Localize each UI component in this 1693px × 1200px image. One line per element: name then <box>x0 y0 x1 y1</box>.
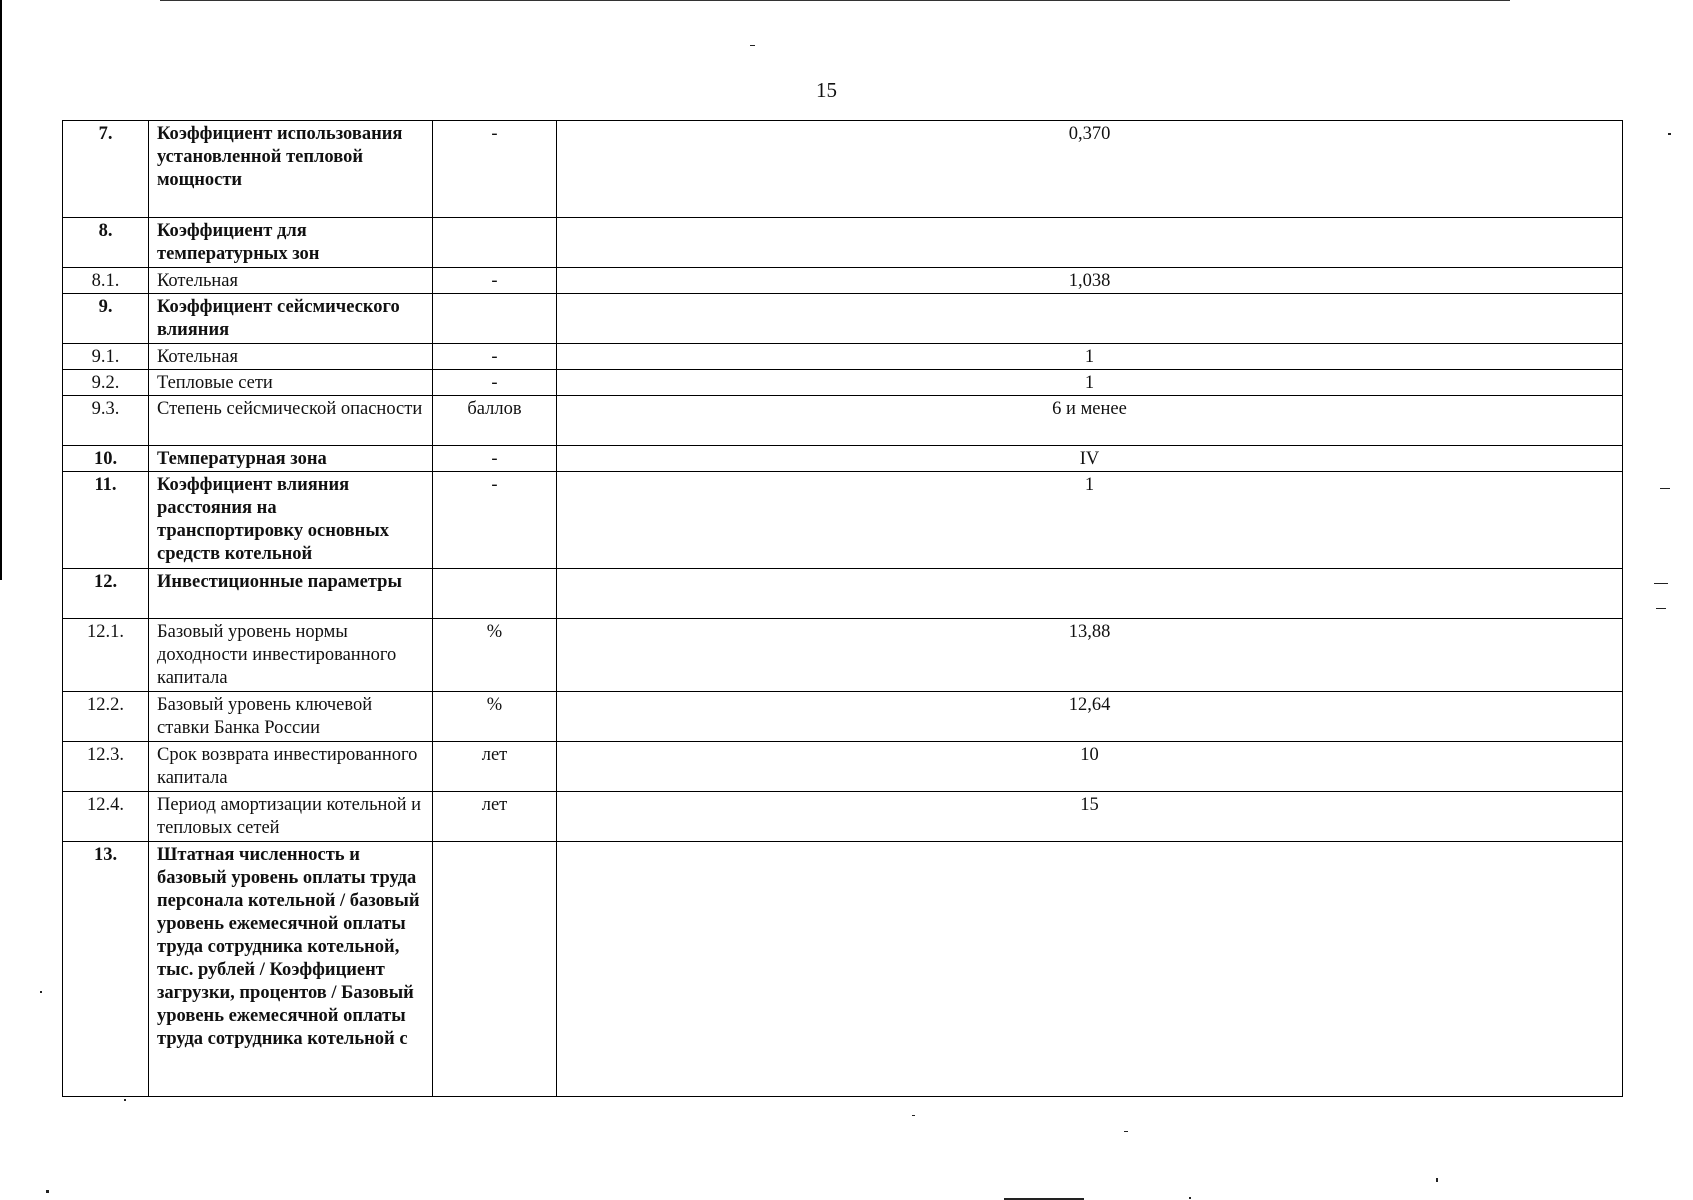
value-cell: 12,64 <box>557 692 1623 742</box>
table-row <box>63 121 1623 218</box>
row-number-cell: 7. <box>63 121 149 218</box>
unit-cell: - <box>433 370 557 396</box>
parameter-name-cell: Котельная <box>149 344 433 370</box>
scan-speck <box>1668 133 1671 135</box>
parameter-name-cell: Котельная <box>149 268 433 294</box>
table-row <box>63 268 1623 294</box>
scan-speck <box>1660 488 1670 489</box>
value-cell <box>557 569 1623 619</box>
table-row <box>63 742 1623 792</box>
parameter-name-cell: Температурная зона <box>149 446 433 472</box>
value-cell: 13,88 <box>557 619 1623 692</box>
parameter-name-cell: Срок возврата инвестированного капитала <box>149 742 433 792</box>
table-row <box>63 446 1623 472</box>
parameter-name-cell: Тепловые сети <box>149 370 433 396</box>
scan-speck <box>1654 583 1668 584</box>
value-cell: 10 <box>557 742 1623 792</box>
value-cell: 1 <box>557 370 1623 396</box>
row-number-cell: 9.2. <box>63 370 149 396</box>
table-row <box>63 370 1623 396</box>
value-cell <box>557 294 1623 344</box>
scan-speck <box>124 1099 126 1101</box>
row-number-cell: 11. <box>63 472 149 569</box>
row-number-cell: 12.2. <box>63 692 149 742</box>
parameter-name-cell: Коэффициент использования установленной тепловой мощности <box>149 121 433 218</box>
scan-speck <box>40 991 42 993</box>
table-row <box>63 294 1623 344</box>
scan-speck <box>1124 1131 1128 1132</box>
unit-cell: лет <box>433 742 557 792</box>
value-cell: 1,038 <box>557 268 1623 294</box>
unit-cell: баллов <box>433 396 557 446</box>
table-row <box>63 619 1623 692</box>
table-row <box>63 344 1623 370</box>
value-cell: 1 <box>557 472 1623 569</box>
unit-cell: - <box>433 472 557 569</box>
unit-cell: - <box>433 268 557 294</box>
parameter-name-cell: Инвестиционные параметры <box>149 569 433 619</box>
parameters-table-body <box>63 121 1623 1097</box>
scan-speck <box>750 45 755 46</box>
parameter-name-cell: Базовый уровень нормы доходности инвестированного капитала <box>149 619 433 692</box>
table-row <box>63 218 1623 268</box>
value-cell: IV <box>557 446 1623 472</box>
value-cell: 0,370 <box>557 121 1623 218</box>
scan-edge-top <box>160 0 1510 1</box>
scan-speck <box>1436 1178 1438 1182</box>
table-row <box>63 472 1623 569</box>
parameter-name-cell: Штатная численность и базовый уровень оплаты труда персонала котельной / базовый уровень ежемесячной оплаты труда сотрудника котельной, тыс. рублей / Коэффициент загрузки, процентов / Базовый уровень ежемесячной оплаты труда сотрудника котельной с <box>149 842 433 1097</box>
unit-cell: % <box>433 692 557 742</box>
unit-cell <box>433 294 557 344</box>
table-row <box>63 842 1623 1097</box>
table-row <box>63 396 1623 446</box>
scan-speck <box>912 1115 915 1116</box>
row-number-cell: 12. <box>63 569 149 619</box>
table-row <box>63 792 1623 842</box>
page-number: 15 <box>816 78 837 102</box>
parameter-name-cell: Степень сейсмической опасности <box>149 396 433 446</box>
value-cell <box>557 218 1623 268</box>
row-number-cell: 8.1. <box>63 268 149 294</box>
unit-cell <box>433 218 557 268</box>
parameter-name-cell: Коэффициент для температурных зон <box>149 218 433 268</box>
unit-cell: % <box>433 619 557 692</box>
scan-speck <box>1189 1197 1191 1199</box>
row-number-cell: 9.3. <box>63 396 149 446</box>
row-number-cell: 13. <box>63 842 149 1097</box>
table-row <box>63 569 1623 619</box>
row-number-cell: 10. <box>63 446 149 472</box>
unit-cell: - <box>433 121 557 218</box>
parameter-name-cell: Коэффициент сейсмического влияния <box>149 294 433 344</box>
row-number-cell: 9.1. <box>63 344 149 370</box>
parameter-name-cell: Период амортизации котельной и тепловых сетей <box>149 792 433 842</box>
parameter-name-cell: Базовый уровень ключевой ставки Банка России <box>149 692 433 742</box>
parameters-table <box>62 120 1623 1097</box>
scan-speck <box>1656 608 1666 609</box>
row-number-cell: 12.4. <box>63 792 149 842</box>
unit-cell: - <box>433 344 557 370</box>
row-number-cell: 12.1. <box>63 619 149 692</box>
value-cell <box>557 842 1623 1097</box>
value-cell: 6 и менее <box>557 396 1623 446</box>
row-number-cell: 8. <box>63 218 149 268</box>
value-cell: 15 <box>557 792 1623 842</box>
parameter-name-cell: Коэффициент влияния расстояния на транспортировку основных средств котельной <box>149 472 433 569</box>
row-number-cell: 12.3. <box>63 742 149 792</box>
unit-cell: - <box>433 446 557 472</box>
unit-cell <box>433 842 557 1097</box>
unit-cell <box>433 569 557 619</box>
scan-speck <box>46 1190 49 1193</box>
value-cell: 1 <box>557 344 1623 370</box>
unit-cell: лет <box>433 792 557 842</box>
row-number-cell: 9. <box>63 294 149 344</box>
table-row <box>63 692 1623 742</box>
